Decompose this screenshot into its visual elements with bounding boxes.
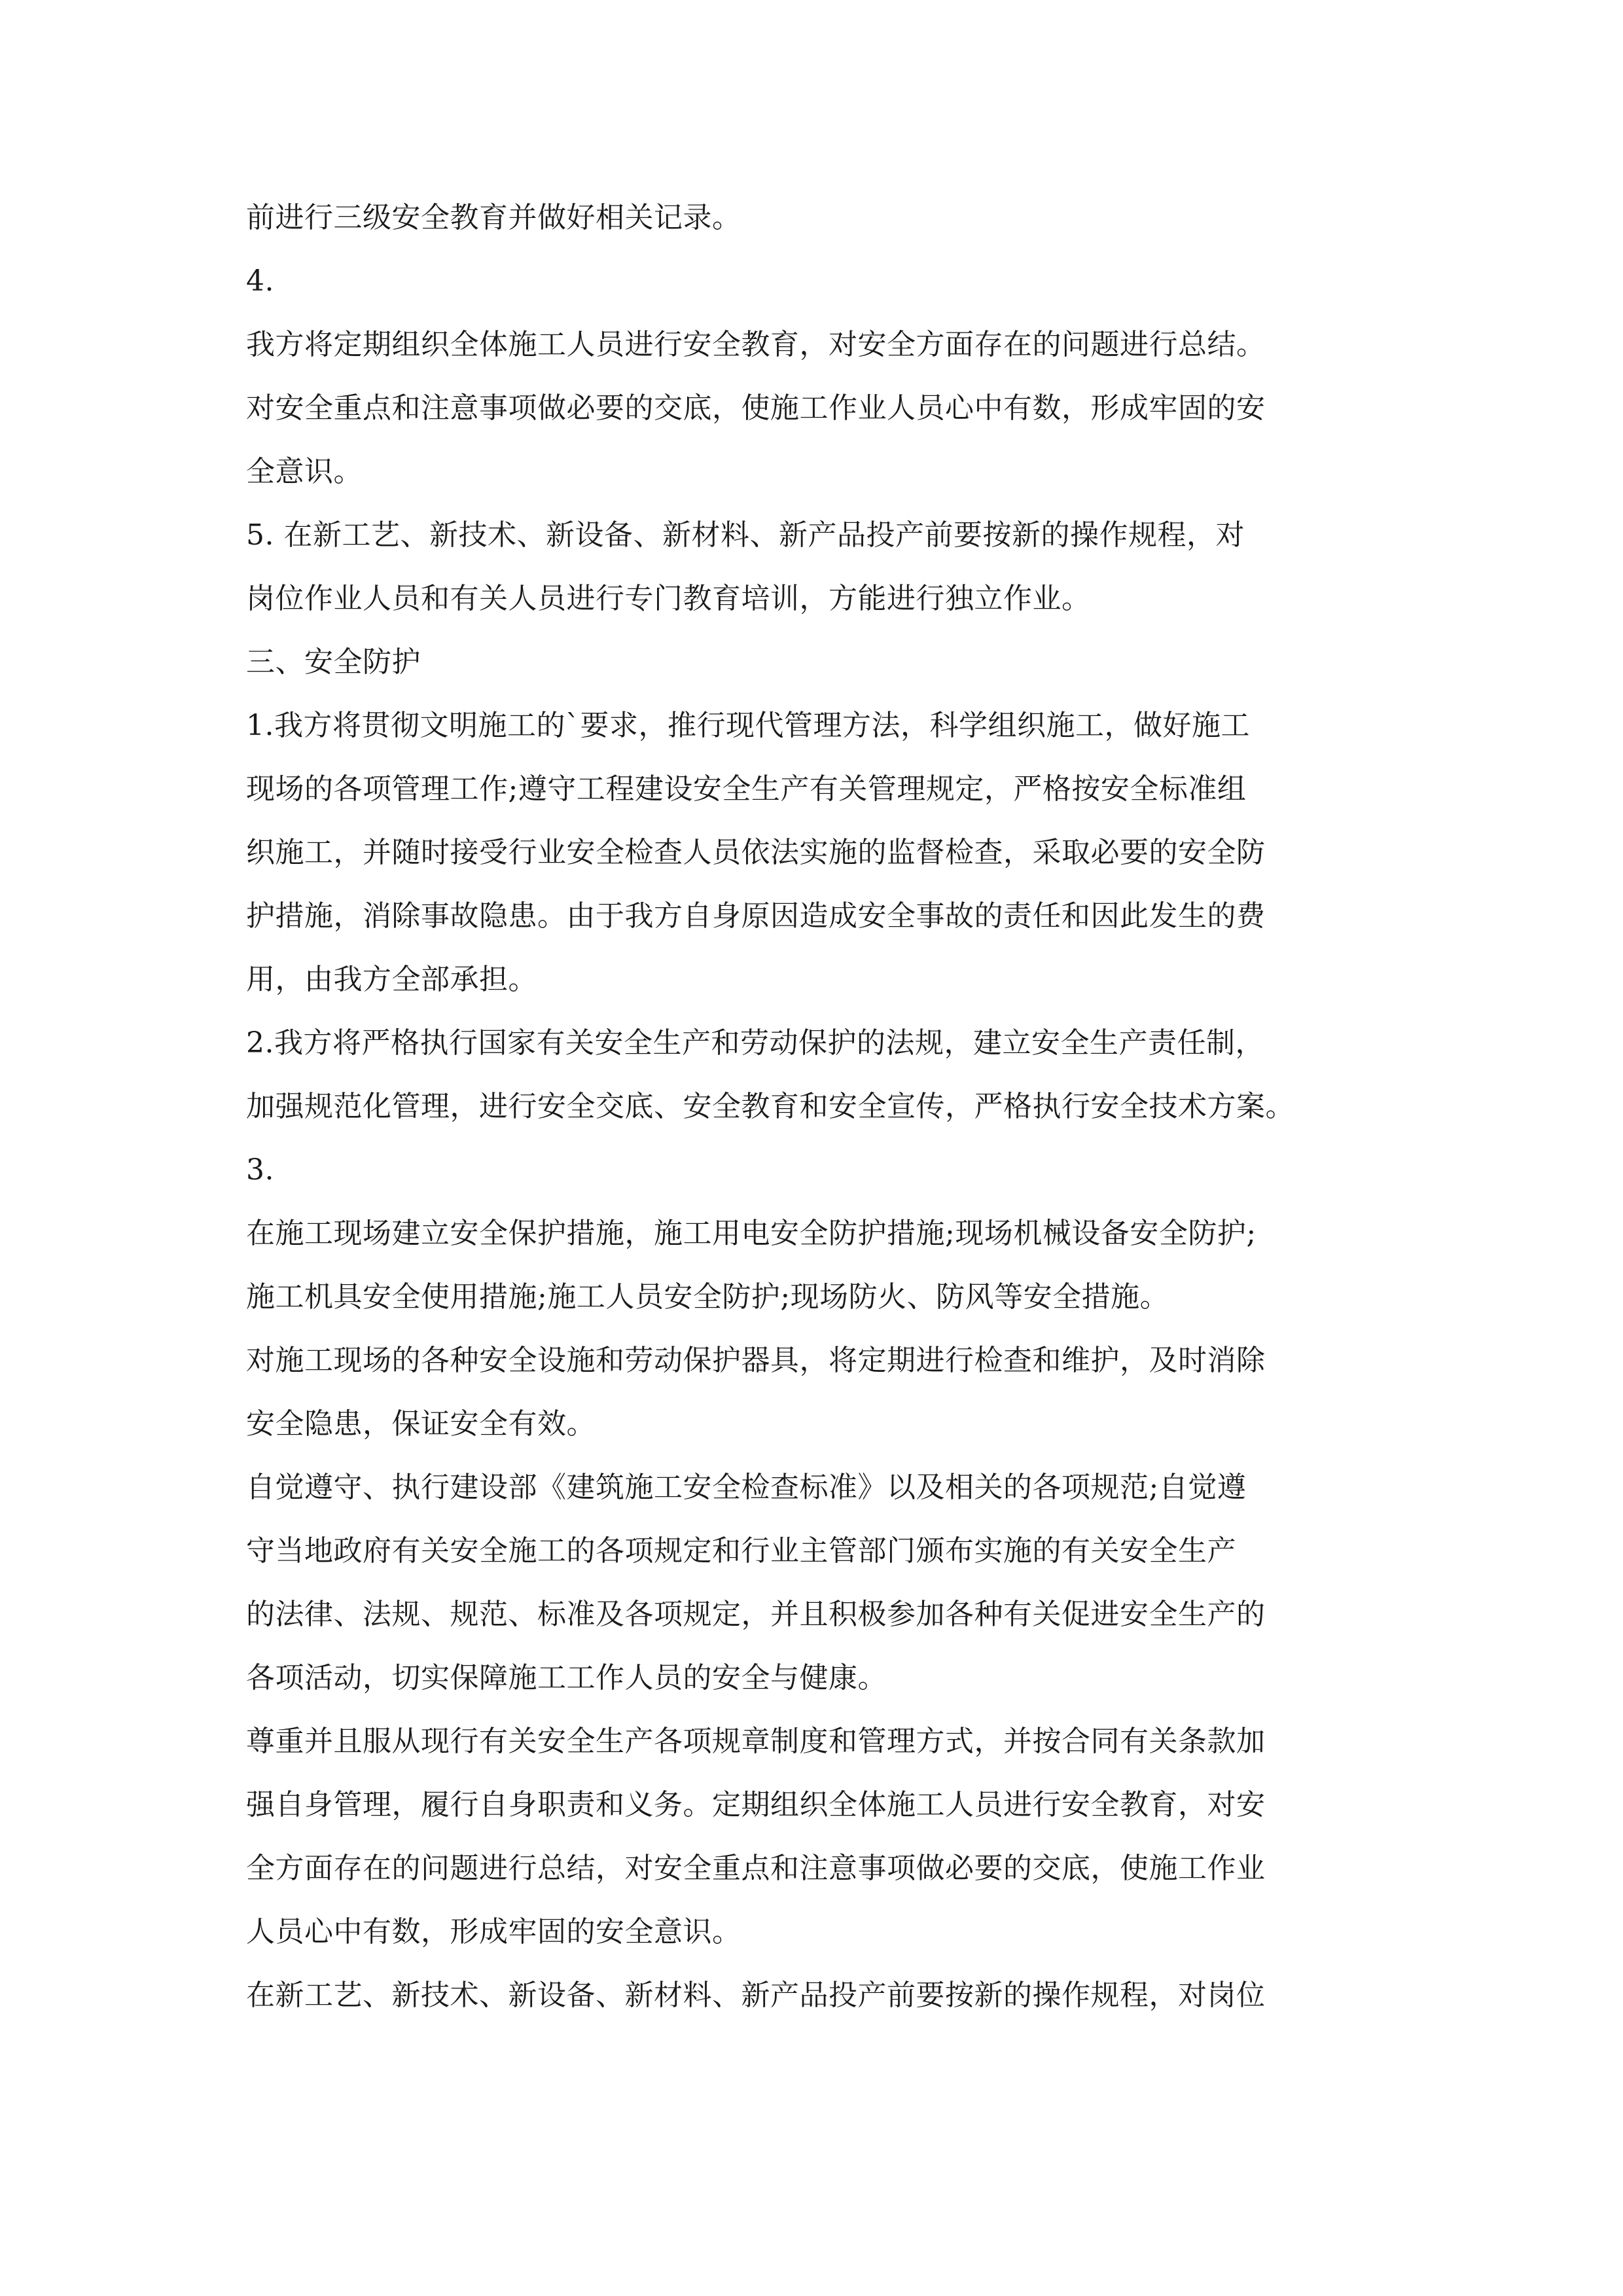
text-line: 全方面存在的问题进行总结，对安全重点和注意事项做必要的交底，使施工作业	[246, 1852, 1266, 1885]
text-line: 守当地政府有关安全施工的各项规定和行业主管部门颁布实施的有关安全生产	[246, 1534, 1236, 1568]
text-line: 3.	[246, 1153, 274, 1187]
text-line: 各项活动，切实保障施工工作人员的安全与健康。	[246, 1661, 887, 1695]
document-body	[246, 186, 1385, 2027]
section-heading: 三、安全防护	[246, 645, 421, 679]
text-line: 安全隐患，保证安全有效。	[246, 1407, 596, 1441]
text-line: 在新工艺、新技术、新设备、新材料、新产品投产前要按新的操作规程，对岗位	[246, 1979, 1266, 2012]
text-line: 对安全重点和注意事项做必要的交底，使施工作业人员心中有数，形成牢固的安	[246, 391, 1266, 425]
text-line: 前进行三级安全教育并做好相关记录。	[246, 201, 741, 234]
text-line: 强自身管理，履行自身职责和义务。定期组织全体施工人员进行安全教育，对安	[246, 1788, 1266, 1821]
text-line: 4.	[246, 264, 274, 298]
text-line: 我方将定期组织全体施工人员进行安全教育，对安全方面存在的问题进行总结。	[246, 328, 1266, 361]
text-line: 现场的各项管理工作;遵守工程建设安全生产有关管理规定，严格按安全标准组	[246, 772, 1247, 806]
text-line: 尊重并且服从现行有关安全生产各项规章制度和管理方式，并按合同有关条款加	[246, 1725, 1266, 1758]
text-line: 人员心中有数，形成牢固的安全意识。	[246, 1915, 741, 1948]
text-line: 用，由我方全部承担。	[246, 963, 537, 996]
text-line: 在施工现场建立安全保护措施，施工用电安全防护措施;现场机械设备安全防护;	[246, 1217, 1257, 1250]
text-line: 岗位作业人员和有关人员进行专门教育培训，方能进行独立作业。	[246, 582, 1091, 615]
text-line: 护措施，消除事故隐患。由于我方自身原因造成安全事故的责任和因此发生的费	[246, 899, 1266, 933]
text-line: 织施工，并随时接受行业安全检查人员依法实施的监督检查，采取必要的安全防	[246, 836, 1266, 869]
text-line: 5. 在新工艺、新技术、新设备、新材料、新产品投产前要按新的操作规程，对	[246, 518, 1245, 552]
text-line: 全意识。	[246, 455, 363, 488]
text-line: 施工机具安全使用措施;施工人员安全防护;现场防火、防风等安全措施。	[246, 1280, 1169, 1314]
text-line: 2.我方将严格执行国家有关安全生产和劳动保护的法规，建立安全生产责任制，	[246, 1026, 1264, 1060]
text-line: 的法律、法规、规范、标准及各项规定，并且积极参加各种有关促进安全生产的	[246, 1598, 1266, 1631]
text-line: 对施工现场的各种安全设施和劳动保护器具，将定期进行检查和维护，及时消除	[246, 1344, 1266, 1377]
text-line: 自觉遵守、执行建设部《建筑施工安全检查标准》以及相关的各项规范;自觉遵	[246, 1471, 1247, 1504]
text-line: 加强规范化管理，进行安全交底、安全教育和安全宣传，严格执行安全技术方案。	[246, 1090, 1294, 1123]
text-line: 1.我方将贯彻文明施工的`要求，推行现代管理方法，科学组织施工，做好施工	[246, 709, 1250, 742]
